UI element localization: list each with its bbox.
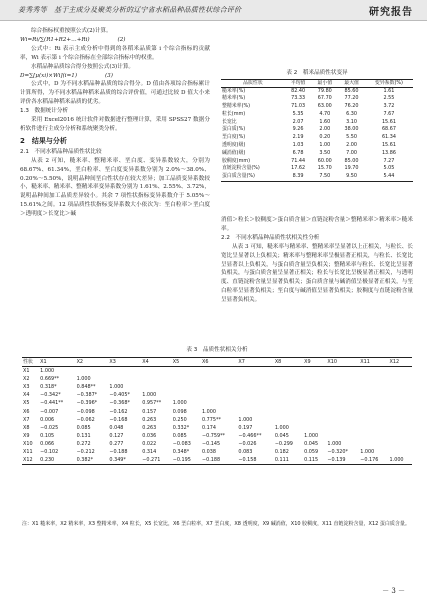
- table-cell: 5.44: [365, 173, 413, 181]
- table-cell: 0.085: [76, 424, 91, 431]
- table-header-cell: X12: [389, 358, 412, 367]
- table-cell: [237, 391, 273, 399]
- table-cell: −0.299: [274, 440, 293, 447]
- table-cell: [326, 399, 359, 407]
- table-cell: 1.000: [274, 424, 289, 431]
- page-number: － 3 －: [382, 587, 405, 595]
- table-cell: [201, 375, 237, 383]
- table-cell: 1.60: [319, 118, 331, 125]
- table-cell: −0.387*: [76, 392, 98, 399]
- table-cell: [303, 424, 326, 432]
- table-cell: [274, 416, 303, 424]
- table-cell: [359, 416, 388, 424]
- table-cell: 15.70: [317, 165, 332, 172]
- table-cell: 1.000: [76, 376, 91, 383]
- table-cell: −0.759**: [202, 432, 225, 439]
- table-row: [221, 87, 413, 95]
- table-cell: 2.00: [346, 142, 357, 149]
- table-cell: 0.111: [274, 456, 303, 465]
- table-cell: [326, 416, 359, 424]
- table-cell: [237, 408, 273, 416]
- table-cell: X6: [23, 408, 30, 415]
- table-cell: X12: [22, 456, 39, 465]
- table-cell: 79.80: [317, 87, 332, 94]
- table-cell: 13.86: [381, 149, 396, 156]
- table-cell: −0.145: [202, 440, 221, 447]
- table-cell: [141, 367, 171, 376]
- table-cell: 0.066: [40, 440, 55, 447]
- table-cell: 6.30: [346, 110, 357, 117]
- table-header-cell: X10: [326, 358, 359, 367]
- table-cell: [201, 383, 237, 391]
- table-cell: X7: [23, 416, 30, 423]
- table-row: [22, 399, 412, 407]
- section-heading: 2.2 不同水稻品种品质性状相关性分析: [221, 234, 320, 241]
- page-header: [0, 0, 427, 21]
- table-cell: [303, 391, 326, 399]
- table-cell: 0.848**: [76, 384, 96, 391]
- section-label: 研究报告: [369, 7, 413, 18]
- table-header-cell: X9: [303, 358, 326, 367]
- table-cell: −0.007: [40, 408, 59, 415]
- table-cell: 0.230: [39, 456, 75, 465]
- table-cell: 0.006: [40, 416, 55, 423]
- running-title: 姜秀秀等 基于主成分及聚类分析的辽宁省水稻品种品质性状综合评价: [18, 6, 242, 14]
- left-column: [20, 27, 210, 219]
- table-row: [22, 383, 412, 391]
- table-cell: 7.27: [383, 157, 395, 164]
- table-cell: [172, 375, 201, 383]
- table-cell: [201, 399, 237, 407]
- table-cell: 2.07: [292, 118, 304, 125]
- table-row: [22, 448, 412, 456]
- table-row: [221, 142, 413, 150]
- table-cell: X4: [23, 392, 30, 399]
- table-cell: 1.000: [172, 400, 187, 407]
- table-cell: 3.50: [319, 149, 331, 156]
- table-cell: −0.176: [359, 456, 388, 465]
- table-cell: −0.168: [109, 416, 128, 423]
- table-cell: 67.70: [317, 95, 332, 102]
- table-cell: −0.162: [109, 408, 128, 415]
- paragraph: 采用 Excel2016 统计软件对数据进行整理计算，采用 SPSS27 数据分析软件进行主成分分析和系统聚类分析。: [20, 117, 210, 132]
- table-cell: X1: [23, 368, 30, 375]
- table-cell: −0.342*: [40, 392, 61, 399]
- paragraph: 从表 3 可知，糙米率与精米率、整精米率呈显著以上正相关，与粒长、长宽比呈显著以上负相关；精米率与整精米率呈极显著正相关，与粒长、长宽比呈显著以上负相关，与蛋白质含量呈负相关；整精米率与粒长、长宽比呈显著负相关，与蛋白质含量呈显著正相关；粒长与长宽比呈极显著正相关，与透明度、直链淀粉含量呈显著负相关；蛋白质含量与碱消值呈极显著正相关，与垩白粒率呈显著负相关；垩白度与碱消值呈显著负相关；胶稠度与直链淀粉含量呈显著负相关。: [221, 243, 413, 304]
- table-row: [22, 367, 412, 376]
- table-cell: −0.405*: [109, 392, 130, 399]
- table-header-cell: X11: [359, 358, 388, 367]
- table-cell: −0.441**: [40, 400, 64, 407]
- table-cell: 0.20: [319, 134, 331, 141]
- table-cell: 2.19: [292, 134, 304, 141]
- table-cell: 0.314: [142, 449, 157, 456]
- table-header-cell: 变异系数(%): [365, 80, 413, 88]
- table-cell: 0.349*: [108, 456, 141, 465]
- table-row: [221, 126, 413, 134]
- table-cell: −0.102: [40, 449, 59, 456]
- table-cell: 0.250: [172, 416, 187, 423]
- table-cell: 82.40: [291, 87, 306, 94]
- table-cell: 73.33: [291, 95, 306, 102]
- table-cell: [326, 367, 359, 376]
- table-cell: 7.00: [346, 149, 357, 156]
- table-cell: 4.70: [319, 110, 331, 117]
- table-row: [221, 173, 413, 181]
- table-cell: 蛋白质(%): [222, 126, 246, 133]
- table-cell: 3.72: [383, 103, 395, 110]
- table-cell: 1.000: [238, 416, 253, 423]
- table-cell: [389, 383, 412, 391]
- table-cell: 0.083: [238, 449, 253, 456]
- table-cell: −0.188: [109, 449, 128, 456]
- table-cell: 1.000: [109, 384, 124, 391]
- table-cell: 71.03: [291, 103, 306, 110]
- table-cell: −0.083: [172, 440, 191, 447]
- table-cell: [141, 383, 171, 391]
- table-cell: [389, 391, 412, 399]
- table-cell: [201, 391, 237, 399]
- table-cell: 整精米率(%): [222, 103, 251, 110]
- paragraph: 公式中：Ri 表示主成分析中得到的各稻米品质第 i 个综合指标的贡献率，Wi 表示第 i 个综合指标在全部综合指标中的权重。: [20, 45, 210, 61]
- section-heading: 1.3 数据统计分析: [20, 108, 69, 115]
- table-header-cell: X5: [172, 358, 201, 367]
- table-cell: 0.022: [142, 440, 157, 447]
- table-cell: 0.048: [109, 424, 124, 431]
- table-cell: 1.000: [304, 432, 319, 439]
- table-cell: [141, 375, 171, 383]
- table-row: [221, 95, 413, 103]
- table-cell: 2.00: [319, 126, 331, 133]
- table-cell: −0.195: [172, 456, 201, 465]
- table-cell: 1.03: [292, 142, 304, 149]
- table-cell: 63.00: [317, 103, 332, 110]
- table-cell: 0.277: [109, 440, 124, 447]
- table-cell: 0.272: [76, 440, 91, 447]
- table-cell: 1.000: [389, 456, 412, 465]
- table-cell: [303, 399, 326, 407]
- table-cell: 6.78: [292, 149, 304, 156]
- table-cell: 60.00: [317, 157, 332, 164]
- table-cell: X5: [23, 400, 30, 407]
- table-cell: 77.20: [344, 95, 359, 102]
- table-cell: −0.368*: [109, 400, 130, 407]
- table3: [22, 357, 412, 465]
- table-cell: 0.775**: [202, 416, 221, 423]
- table-cell: [303, 408, 326, 416]
- table-cell: [172, 367, 201, 376]
- table-cell: [237, 375, 273, 383]
- table-cell: 3.10: [346, 118, 357, 125]
- table-cell: −0.466**: [238, 432, 262, 439]
- table-cell: 1.000: [40, 368, 55, 375]
- table-cell: 0.669**: [40, 376, 60, 383]
- table-cell: [359, 391, 388, 399]
- table-cell: [326, 424, 359, 432]
- table-cell: 直链淀粉含量(%): [222, 165, 260, 172]
- table-cell: [359, 375, 388, 383]
- paragraph: 公式中，D 为不同水稻品种品质的综合得分。D 值由各项综合指标累计计算所得，为不同水稻品种稻米品质的综合评价值，可通过比较 D 值大小来评价各水稻品种稻米品质的优劣。: [20, 81, 210, 106]
- table-cell: [389, 424, 412, 432]
- table-cell: 85.00: [344, 157, 359, 164]
- table-row: [22, 424, 412, 432]
- table-cell: [389, 416, 412, 424]
- table-cell: [237, 367, 273, 376]
- table-cell: [303, 375, 326, 383]
- table-cell: −0.025: [40, 424, 59, 431]
- table-cell: 0.957**: [142, 400, 162, 407]
- table-cell: 0.115: [303, 456, 326, 465]
- table-cell: 0.318*: [40, 384, 57, 391]
- chapter-heading: 2 结果与分析: [20, 136, 67, 145]
- table-cell: 0.197: [238, 424, 253, 431]
- table-cell: 5.05: [383, 165, 395, 172]
- table-header-cell: 最大值: [338, 80, 365, 88]
- table3-note: 注：X1 糙米率，X2 精米率，X3 整精米率，X4 粒长，X5 长宽比，X6 垩白粒率，X7 垩白度，X8 透明度，X9 碱消值，X10 胶稠度，X11 直链淀粉含量，X12 蛋白质含量。: [22, 521, 410, 527]
- table-cell: X2: [23, 376, 30, 383]
- paragraph: 综合指标权重按照公式(2)计算。: [31, 28, 112, 34]
- table-header-cell: X4: [141, 358, 171, 367]
- table-cell: 61.34: [381, 134, 396, 141]
- table-cell: [274, 399, 303, 407]
- table-cell: [274, 408, 303, 416]
- table-cell: 0.332*: [172, 424, 190, 431]
- table-cell: 8.39: [285, 173, 312, 181]
- table2-caption: 表 2 稻米品质性状变异: [286, 70, 348, 76]
- right-column: [221, 216, 413, 305]
- table-header-cell: 性状: [22, 358, 39, 367]
- table-cell: 糙米率(%): [222, 87, 246, 94]
- table-cell: 0.263: [142, 416, 157, 423]
- table-cell: 15.61: [381, 142, 396, 149]
- table-cell: −0.026: [238, 440, 257, 447]
- table-cell: X10: [23, 440, 33, 447]
- table-cell: [359, 367, 388, 376]
- table-cell: 垩白度(%): [222, 134, 246, 141]
- table-cell: [172, 391, 201, 399]
- table-cell: −0.098: [76, 408, 95, 415]
- table-cell: [326, 391, 359, 399]
- table-header-cell: X7: [237, 358, 273, 367]
- table-cell: 0.157: [142, 408, 157, 415]
- table-cell: [326, 383, 359, 391]
- table-row: [221, 150, 413, 158]
- table-row: [22, 456, 412, 465]
- table-cell: 0.182: [274, 449, 289, 456]
- table-cell: −0.158: [237, 456, 273, 465]
- table-cell: 76.20: [344, 103, 359, 110]
- table-cell: [389, 448, 412, 456]
- table-cell: −0.188: [201, 456, 237, 465]
- table-cell: 1.000: [202, 408, 217, 415]
- table-cell: 1.61: [383, 87, 395, 94]
- paragraph: 水稻品种品质综合得分按照公式(3)计算。: [31, 63, 135, 70]
- table-cell: [359, 440, 388, 448]
- table-row: [22, 408, 412, 416]
- table-cell: 71.44: [291, 157, 306, 164]
- table-header-cell: X3: [108, 358, 141, 367]
- table-cell: [237, 383, 273, 391]
- table-cell: 0.038: [202, 449, 217, 456]
- table-cell: 85.60: [344, 87, 359, 94]
- table-cell: 透明度(级): [222, 142, 246, 149]
- table-cell: 0.127: [109, 432, 124, 439]
- table-row: [22, 375, 412, 383]
- section-heading: 2.1 不同水稻品种品质性状比较: [20, 148, 102, 155]
- table-cell: [326, 408, 359, 416]
- table-cell: 5.50: [346, 134, 357, 141]
- paragraph: 消值＞粒长＞胶稠度＞蛋白质含量＞直链淀粉含量＞整精米率＞精米率＞糙米率。: [221, 217, 413, 232]
- table-cell: [359, 399, 388, 407]
- table-cell: [201, 367, 237, 376]
- table-cell: [389, 440, 412, 448]
- table-cell: −0.062: [76, 416, 95, 423]
- table-cell: [389, 367, 412, 376]
- table-row: [221, 111, 413, 119]
- table-cell: 1.000: [327, 440, 342, 447]
- table-cell: 0.382*: [76, 456, 109, 465]
- table3-caption: 表 3 品质性状相关分析: [186, 347, 248, 353]
- table-cell: 5.35: [292, 110, 304, 117]
- table-cell: [326, 432, 359, 440]
- table-header-cell: X2: [76, 358, 109, 367]
- table-cell: [237, 399, 273, 407]
- table2: [221, 79, 413, 182]
- table-cell: X11: [23, 449, 33, 456]
- table-cell: 19.70: [344, 165, 359, 172]
- table-cell: [108, 367, 141, 376]
- table-cell: [274, 375, 303, 383]
- table-cell: 2.55: [383, 95, 395, 102]
- table-cell: 7.67: [383, 110, 395, 117]
- table-cell: 1.000: [142, 392, 157, 399]
- table-row: [22, 416, 412, 424]
- table-cell: −0.271: [141, 456, 171, 465]
- table-cell: 0.036: [142, 432, 157, 439]
- formula-3: D=∑[μ(xi)×Wi](i=1) (3): [20, 72, 113, 79]
- table-cell: 0.348*: [172, 449, 190, 456]
- table-cell: −0.139: [326, 456, 359, 465]
- table-row: [22, 391, 412, 399]
- table-cell: [359, 432, 388, 440]
- table-cell: −0.320*: [327, 449, 348, 456]
- table-cell: X3: [23, 384, 30, 391]
- table-cell: X8: [23, 424, 30, 431]
- table-cell: 0.263: [142, 424, 157, 431]
- table-cell: 1.00: [319, 142, 331, 149]
- table-cell: 0.059: [304, 449, 319, 456]
- table-header-cell: 平均值: [285, 80, 312, 88]
- table-cell: 碱消值(级): [222, 149, 246, 156]
- table-row: [221, 119, 413, 127]
- table-cell: [108, 375, 141, 383]
- table-row: [221, 134, 413, 142]
- table-cell: [172, 383, 201, 391]
- table-cell: 精米率(%): [222, 95, 246, 102]
- table-row: [22, 440, 412, 448]
- table-cell: [274, 383, 303, 391]
- table-cell: 0.098: [172, 408, 187, 415]
- table-cell: [359, 383, 388, 391]
- table-cell: [389, 432, 412, 440]
- table-cell: 17.62: [291, 165, 306, 172]
- table-cell: 蛋白质含量(%): [221, 173, 285, 181]
- table-cell: 粒长(mm): [222, 110, 246, 117]
- table-cell: 9.50: [338, 173, 365, 181]
- table-cell: 7.50: [311, 173, 338, 181]
- table-cell: 0.085: [172, 432, 187, 439]
- table-cell: 68.67: [381, 126, 396, 133]
- table-cell: [389, 375, 412, 383]
- table-cell: [303, 367, 326, 376]
- table-header-cell: X8: [274, 358, 303, 367]
- table-cell: 38.00: [344, 126, 359, 133]
- table-cell: 1.000: [360, 449, 375, 456]
- table-cell: [274, 391, 303, 399]
- table-cell: [326, 375, 359, 383]
- table-cell: 长宽比: [222, 118, 237, 125]
- table-header-cell: X6: [201, 358, 237, 367]
- paragraph: 从表 2 可知，糙米率、整精米率、垩白度、变异系数较大，分别为 68.67%、61.34%，垩白粒率、垩白度变异系数分别为 2.0%～38.0%、0.20%～5.50%，说明品种间垩白性状存在较大差异；加工品质变异系数较小，糙米率、精米率、整精米率变异系数分别为 1.61%、2.55%、3.72%，说明品种间加工品质差异较小。其余 7 项性状指标变异系数介于 5.05%～15.61%之间。12 项品质性状指标变异系数大小依次为：垩白粒率＞垩白度＞透明度＞长宽比＞碱: [20, 157, 210, 218]
- table-cell: [76, 367, 109, 376]
- table-row: [221, 103, 413, 111]
- table-cell: [389, 408, 412, 416]
- table-cell: [359, 424, 388, 432]
- table-header-cell: X1: [39, 358, 75, 367]
- table-row: [22, 432, 412, 440]
- table-cell: [359, 408, 388, 416]
- table-cell: −0.212: [76, 449, 95, 456]
- table-cell: 9.26: [292, 126, 304, 133]
- table-cell: X9: [23, 432, 30, 439]
- table-cell: 0.045: [304, 440, 319, 447]
- table-cell: [303, 416, 326, 424]
- table-cell: 15.61: [381, 118, 396, 125]
- table-cell: 胶稠度(mm): [222, 157, 251, 164]
- formula-2: Wi=Ri/∑(R1+R2+…+Ri) (2): [20, 36, 126, 43]
- table-header-cell: 最小值: [311, 80, 338, 88]
- table-cell: 0.105: [40, 432, 55, 439]
- table-cell: 0.131: [76, 432, 91, 439]
- table-cell: −0.396*: [76, 400, 98, 407]
- table-cell: 0.174: [202, 424, 217, 431]
- table-cell: [274, 367, 303, 376]
- table-cell: 0.045: [274, 432, 289, 439]
- table-cell: [303, 383, 326, 391]
- table-cell: [389, 399, 412, 407]
- table-header-cell: 品质性状: [221, 80, 285, 88]
